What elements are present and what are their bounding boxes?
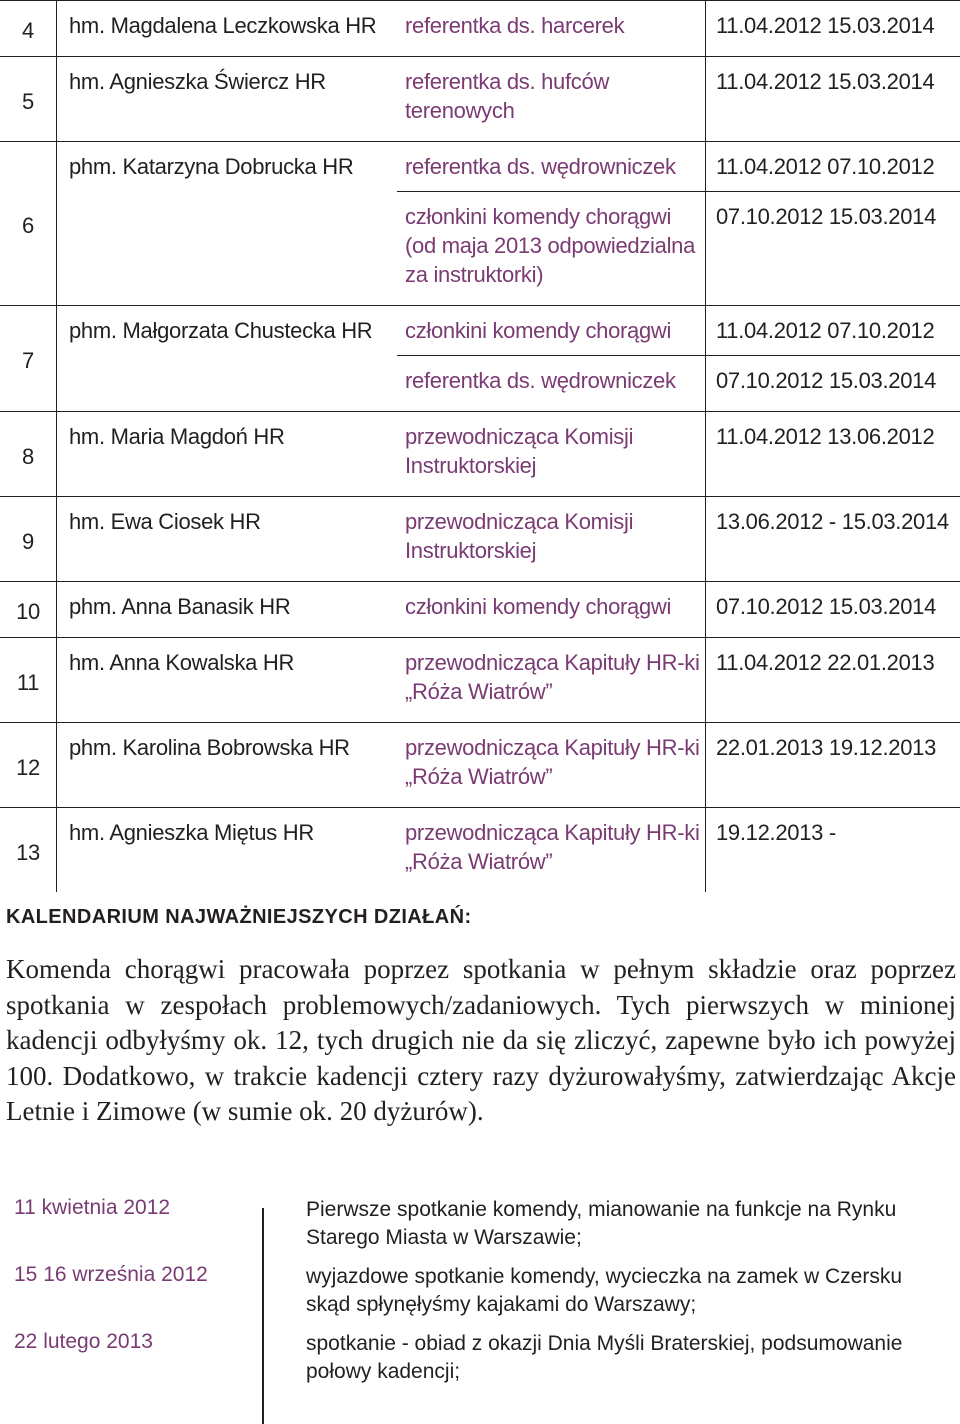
calendar-description: Pierwsze spotkanie komendy, mianowanie na funkcje na Rynku Starego Miasta w Warszawie; xyxy=(306,1198,897,1249)
member-dates xyxy=(706,412,960,497)
member-functions xyxy=(397,412,706,497)
member-name: phm. Małgorzata Chustecka HR xyxy=(57,306,398,412)
member-dates xyxy=(706,1,960,57)
function-text: przewodnicząca Komisji Instruktorskiej xyxy=(405,424,634,478)
row-number: 13 xyxy=(16,839,40,865)
date-range: 11.04.2012 13.06.2012 xyxy=(716,424,935,449)
row-number: 11 xyxy=(16,669,40,695)
member-functions xyxy=(397,582,706,638)
table-row xyxy=(0,1,960,57)
date-range: 11.04.2012 22.01.2013 xyxy=(716,650,935,675)
member-functions xyxy=(397,57,706,142)
table-row xyxy=(0,412,960,497)
member-dates xyxy=(706,497,960,582)
member-dates xyxy=(706,723,960,808)
function-text: przewodnicząca Kapituły HR-ki „Róża Wiatrów” xyxy=(405,650,700,704)
member-functions xyxy=(397,808,706,893)
members-table-body xyxy=(0,1,960,893)
function-text: członkini komendy chorągwi xyxy=(405,318,672,343)
member-dates xyxy=(706,582,960,638)
row-number: 9 xyxy=(22,528,34,554)
table-row xyxy=(0,582,960,638)
function-text: przewodnicząca Kapituły HR-ki „Róża Wiatrów” xyxy=(405,820,700,874)
table-row xyxy=(0,306,960,412)
member-name: hm. Agnieszka Miętus HR xyxy=(57,808,398,893)
date-range: 19.12.2013 - xyxy=(716,820,836,845)
function-text: referentka ds. harcerek xyxy=(405,13,625,38)
row-number: 12 xyxy=(16,754,40,780)
row-number: 4 xyxy=(22,18,34,43)
section-body: Komenda chorągwi pracowała poprzez spotkania w pełnym składzie oraz poprzez spotkania w zespołach problemowych/zadaniowych. Tych pierwszych w minionej kadencji odbyłyśmy ok. 12, tych drugich nie da się zliczyć, zapewne było ich powyżej 100. Dodatkowo, w trakcie kadencji cztery razy dyżurowałyśmy, zatwierdzając Akcje Letnie i Zimowe (w sumie ok. 20 dyżurów). xyxy=(6,954,956,1126)
section-title: KALENDARIUM NAJWAŻNIEJSZYCH DZIAŁAŃ: xyxy=(6,906,472,928)
calendar-date: 15 16 września 2012 xyxy=(14,1263,208,1286)
member-name: hm. Agnieszka Świercz HR xyxy=(57,57,398,142)
member-name: hm. Ewa Ciosek HR xyxy=(57,497,398,582)
table-row xyxy=(0,497,960,582)
member-functions xyxy=(397,142,706,306)
row-number: 8 xyxy=(22,443,34,469)
table-row xyxy=(0,142,960,306)
date-range: 07.10.2012 15.03.2014 xyxy=(716,594,937,619)
date-range: 22.01.2013 19.12.2013 xyxy=(716,735,937,760)
member-dates xyxy=(706,142,960,306)
row-number: 5 xyxy=(22,88,34,114)
member-name: phm. Karolina Bobrowska HR xyxy=(57,723,398,808)
calendar-description: spotkanie - obiad z okazji Dnia Myśli Braterskiej, podsumowanie połowy kadencji; xyxy=(306,1332,903,1383)
member-name: phm. Katarzyna Dobrucka HR xyxy=(57,142,398,306)
calendar-date: 22 lutego 2013 xyxy=(14,1330,153,1353)
function-text: członkini komendy chorągwi xyxy=(405,594,672,619)
member-dates xyxy=(706,57,960,142)
table-row xyxy=(0,57,960,142)
row-number: 6 xyxy=(22,213,34,238)
function-text: referentka ds. hufców terenowych xyxy=(405,69,610,123)
table-row xyxy=(0,808,960,893)
row-number: 10 xyxy=(16,599,40,624)
member-functions xyxy=(397,497,706,582)
date-range: 07.10.2012 15.03.2014 xyxy=(706,355,960,405)
table-row xyxy=(0,638,960,723)
table-row xyxy=(0,723,960,808)
member-dates xyxy=(706,638,960,723)
function-text: referentka ds. wędrowniczek xyxy=(405,154,676,179)
calendar-divider xyxy=(262,1208,264,1424)
function-text: członkini komendy chorągwi (od maja 2013 odpowiedzialna za instruktorki) xyxy=(397,191,705,299)
member-name: phm. Anna Banasik HR xyxy=(57,582,398,638)
member-functions xyxy=(397,638,706,723)
date-range: 11.04.2012 15.03.2014 xyxy=(716,13,935,38)
member-dates xyxy=(706,306,960,412)
function-text: przewodnicząca Komisji Instruktorskiej xyxy=(405,509,634,563)
calendar-description: wyjazdowe spotkanie komendy, wycieczka na zamek w Czersku skąd spłynęłyśmy kajakami do Warszawy; xyxy=(306,1265,903,1316)
member-name: hm. Maria Magdoń HR xyxy=(57,412,398,497)
function-text: referentka ds. wędrowniczek xyxy=(397,355,705,405)
member-functions xyxy=(397,723,706,808)
member-name: hm. Magdalena Leczkowska HR xyxy=(57,1,398,57)
member-functions xyxy=(397,306,706,412)
date-range: 13.06.2012 - 15.03.2014 xyxy=(716,509,949,534)
function-text: przewodnicząca Kapituły HR-ki „Róża Wiatrów” xyxy=(405,735,700,789)
member-dates xyxy=(706,808,960,893)
date-range: 07.10.2012 15.03.2014 xyxy=(706,191,960,241)
date-range: 11.04.2012 07.10.2012 xyxy=(716,318,935,343)
date-range: 11.04.2012 07.10.2012 xyxy=(716,154,935,179)
calendar-date: 11 kwietnia 2012 xyxy=(14,1196,171,1219)
date-range: 11.04.2012 15.03.2014 xyxy=(716,69,935,94)
member-name: hm. Anna Kowalska HR xyxy=(57,638,398,723)
row-number: 7 xyxy=(22,348,34,373)
member-functions xyxy=(397,1,706,57)
